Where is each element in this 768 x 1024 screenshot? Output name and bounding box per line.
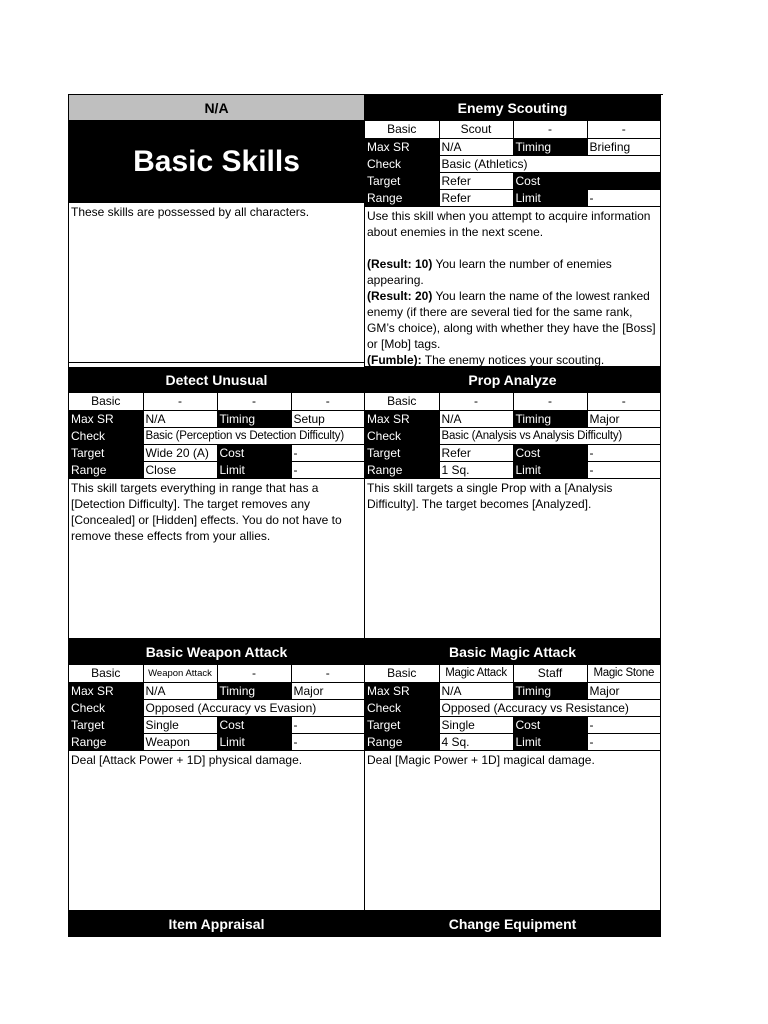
tag-cell: - — [143, 393, 217, 411]
max-sr-value: N/A — [439, 411, 513, 428]
stat-row — [69, 734, 364, 751]
skill-tags-row — [69, 393, 364, 411]
max-sr-label: Max SR — [365, 139, 439, 156]
stat-row — [365, 445, 660, 462]
stat-row — [69, 717, 364, 734]
target-value: Wide 20 (A) — [143, 445, 217, 462]
limit-value: - — [291, 462, 364, 479]
tag-cell: Staff — [513, 665, 587, 683]
tag-cell: - — [439, 393, 513, 411]
timing-value: Major — [587, 683, 660, 700]
target-value: Refer — [439, 445, 513, 462]
stat-row — [365, 462, 660, 479]
range-value: Weapon — [143, 734, 217, 751]
range-value: 1 Sq. — [439, 462, 513, 479]
timing-value: Briefing — [587, 139, 660, 156]
target-label: Target — [365, 445, 439, 462]
tag-cell: - — [587, 121, 660, 139]
stat-row — [365, 428, 660, 445]
basic-skills-card — [69, 95, 365, 367]
tag-cell: - — [587, 393, 660, 411]
skill-description: This skill targets a single Prop with a [Analysis Difficulty]. The target becomes [Analyzed]. — [365, 479, 660, 639]
cost-label: Cost — [513, 173, 587, 190]
check-label: Check — [365, 156, 439, 173]
result-10-label: (Result: 10) — [367, 257, 433, 271]
timing-value: Major — [587, 411, 660, 428]
skill-name: Item Appraisal — [69, 911, 364, 937]
skill-stats-table — [69, 393, 364, 479]
skill-stats-table — [365, 121, 660, 207]
max-sr-label: Max SR — [69, 683, 143, 700]
change-equipment-card — [365, 911, 661, 937]
target-label: Target — [365, 173, 439, 190]
check-value: Opposed (Accuracy vs Evasion) — [143, 700, 364, 717]
timing-label: Timing — [217, 411, 291, 428]
max-sr-value: N/A — [143, 411, 217, 428]
stat-row — [69, 462, 364, 479]
limit-value: - — [291, 734, 364, 751]
tag-cell: - — [513, 393, 587, 411]
limit-label: Limit — [513, 190, 587, 207]
max-sr-value: N/A — [439, 139, 513, 156]
tag-cell: - — [217, 393, 291, 411]
tag-cell: - — [291, 393, 364, 411]
row-4 — [69, 911, 663, 937]
range-value: Close — [143, 462, 217, 479]
skill-tags-row — [365, 121, 660, 139]
max-sr-label: Max SR — [365, 411, 439, 428]
cost-label: Cost — [217, 717, 291, 734]
skill-name: Enemy Scouting — [365, 95, 660, 121]
cost-label: Cost — [513, 717, 587, 734]
check-value: Opposed (Accuracy vs Resistance) — [439, 700, 660, 717]
stat-row — [365, 139, 660, 156]
tag-cell: - — [291, 665, 364, 683]
row-1 — [69, 95, 663, 367]
result-20-text: You learn the name of the lowest ranked enemy (if there are several tied for the same rank, GM’s choice), along with whether they have the [Boss] or [Mob] tags. — [367, 289, 656, 351]
skill-tags-row — [69, 665, 364, 683]
basic-skills-description: These skills are possessed by all characters. — [69, 203, 364, 363]
limit-label: Limit — [217, 734, 291, 751]
tag-cell: Magic Attack — [439, 665, 513, 683]
skill-name: Basic Magic Attack — [365, 639, 660, 665]
stat-row — [365, 717, 660, 734]
skill-stats-table — [365, 665, 660, 751]
target-label: Target — [69, 445, 143, 462]
result-20-label: (Result: 20) — [367, 289, 433, 303]
stat-row — [69, 683, 364, 700]
range-label: Range — [69, 462, 143, 479]
tag-cell: - — [217, 665, 291, 683]
skill-name: Prop Analyze — [365, 367, 660, 393]
range-label: Range — [365, 734, 439, 751]
cost-value: - — [587, 717, 660, 734]
stat-row — [69, 411, 364, 428]
target-label: Target — [69, 717, 143, 734]
range-value: Refer — [439, 190, 513, 207]
stat-row — [69, 428, 364, 445]
tag-cell: Basic — [365, 121, 439, 139]
tag-cell: Basic — [365, 393, 439, 411]
item-appraisal-card — [69, 911, 365, 937]
limit-label: Limit — [513, 462, 587, 479]
check-label: Check — [69, 428, 143, 445]
range-label: Range — [365, 462, 439, 479]
stat-row — [365, 700, 660, 717]
fumble — [367, 352, 658, 367]
na-header: N/A — [69, 95, 364, 121]
stat-row — [365, 411, 660, 428]
tag-cell: Basic — [69, 665, 143, 683]
skill-stats-table — [365, 393, 660, 479]
tag-cell: Magic Stone — [587, 665, 660, 683]
range-value: 4 Sq. — [439, 734, 513, 751]
max-sr-value: N/A — [143, 683, 217, 700]
stat-row — [365, 156, 660, 173]
desc-intro: Use this skill when you attempt to acquire information about enemies in the next scene. — [367, 209, 651, 239]
fumble-label: (Fumble): — [367, 353, 422, 367]
page-title: Basic Skills — [69, 121, 364, 203]
basic-magic-attack-card — [365, 639, 661, 911]
skill-tags-row — [365, 665, 660, 683]
result-10 — [367, 256, 658, 288]
stat-row — [365, 734, 660, 751]
skill-description — [365, 207, 660, 367]
check-label: Check — [365, 428, 439, 445]
skill-sheet — [68, 94, 662, 930]
skill-description: This skill targets everything in range that has a [Detection Difficulty]. The target removes any [Concealed] or [Hidden] effects. You do not have to remove these effects from your allies. — [69, 479, 364, 639]
stat-row — [365, 683, 660, 700]
basic-weapon-attack-card — [69, 639, 365, 911]
target-value: Refer — [439, 173, 513, 190]
timing-label: Timing — [513, 139, 587, 156]
max-sr-label: Max SR — [365, 683, 439, 700]
range-label: Range — [365, 190, 439, 207]
cost-value: - — [291, 445, 364, 462]
limit-value: - — [587, 462, 660, 479]
prop-analyze-card — [365, 367, 661, 639]
tag-cell: Basic — [69, 393, 143, 411]
timing-label: Timing — [217, 683, 291, 700]
stat-row — [365, 173, 660, 190]
skill-description: Deal [Attack Power + 1D] physical damage. — [69, 751, 364, 911]
target-label: Target — [365, 717, 439, 734]
cost-value — [587, 173, 660, 190]
fumble-text: The enemy notices your scouting. — [421, 353, 605, 367]
row-2 — [69, 367, 663, 639]
limit-label: Limit — [217, 462, 291, 479]
tag-cell: Weapon Attack — [143, 665, 217, 683]
enemy-scouting-card — [365, 95, 661, 367]
max-sr-value: N/A — [439, 683, 513, 700]
timing-label: Timing — [513, 411, 587, 428]
detect-unusual-card — [69, 367, 365, 639]
tag-cell: Basic — [365, 665, 439, 683]
cost-label: Cost — [217, 445, 291, 462]
skill-grid — [68, 94, 663, 937]
skill-name: Change Equipment — [365, 911, 660, 937]
cost-label: Cost — [513, 445, 587, 462]
result-10-text: You learn the number of enemies appearing. — [367, 257, 612, 287]
timing-value: Major — [291, 683, 364, 700]
timing-value: Setup — [291, 411, 364, 428]
limit-label: Limit — [513, 734, 587, 751]
cost-value: - — [587, 445, 660, 462]
cost-value: - — [291, 717, 364, 734]
check-value: Basic (Perception vs Detection Difficulty) — [143, 428, 364, 445]
tag-cell: Scout — [439, 121, 513, 139]
skill-name: Detect Unusual — [69, 367, 364, 393]
result-20 — [367, 288, 658, 352]
stat-row — [69, 445, 364, 462]
check-label: Check — [69, 700, 143, 717]
target-value: Single — [439, 717, 513, 734]
stat-row — [365, 190, 660, 207]
range-label: Range — [69, 734, 143, 751]
skill-stats-table — [69, 665, 364, 751]
check-label: Check — [365, 700, 439, 717]
row-3 — [69, 639, 663, 911]
max-sr-label: Max SR — [69, 411, 143, 428]
timing-label: Timing — [513, 683, 587, 700]
limit-value: - — [587, 190, 660, 207]
target-value: Single — [143, 717, 217, 734]
skill-name: Basic Weapon Attack — [69, 639, 364, 665]
tag-cell: - — [513, 121, 587, 139]
check-value: Basic (Athletics) — [439, 156, 660, 173]
stat-row — [69, 700, 364, 717]
limit-value: - — [587, 734, 660, 751]
check-value: Basic (Analysis vs Analysis Difficulty) — [439, 428, 660, 445]
skill-tags-row — [365, 393, 660, 411]
skill-description: Deal [Magic Power + 1D] magical damage. — [365, 751, 660, 911]
